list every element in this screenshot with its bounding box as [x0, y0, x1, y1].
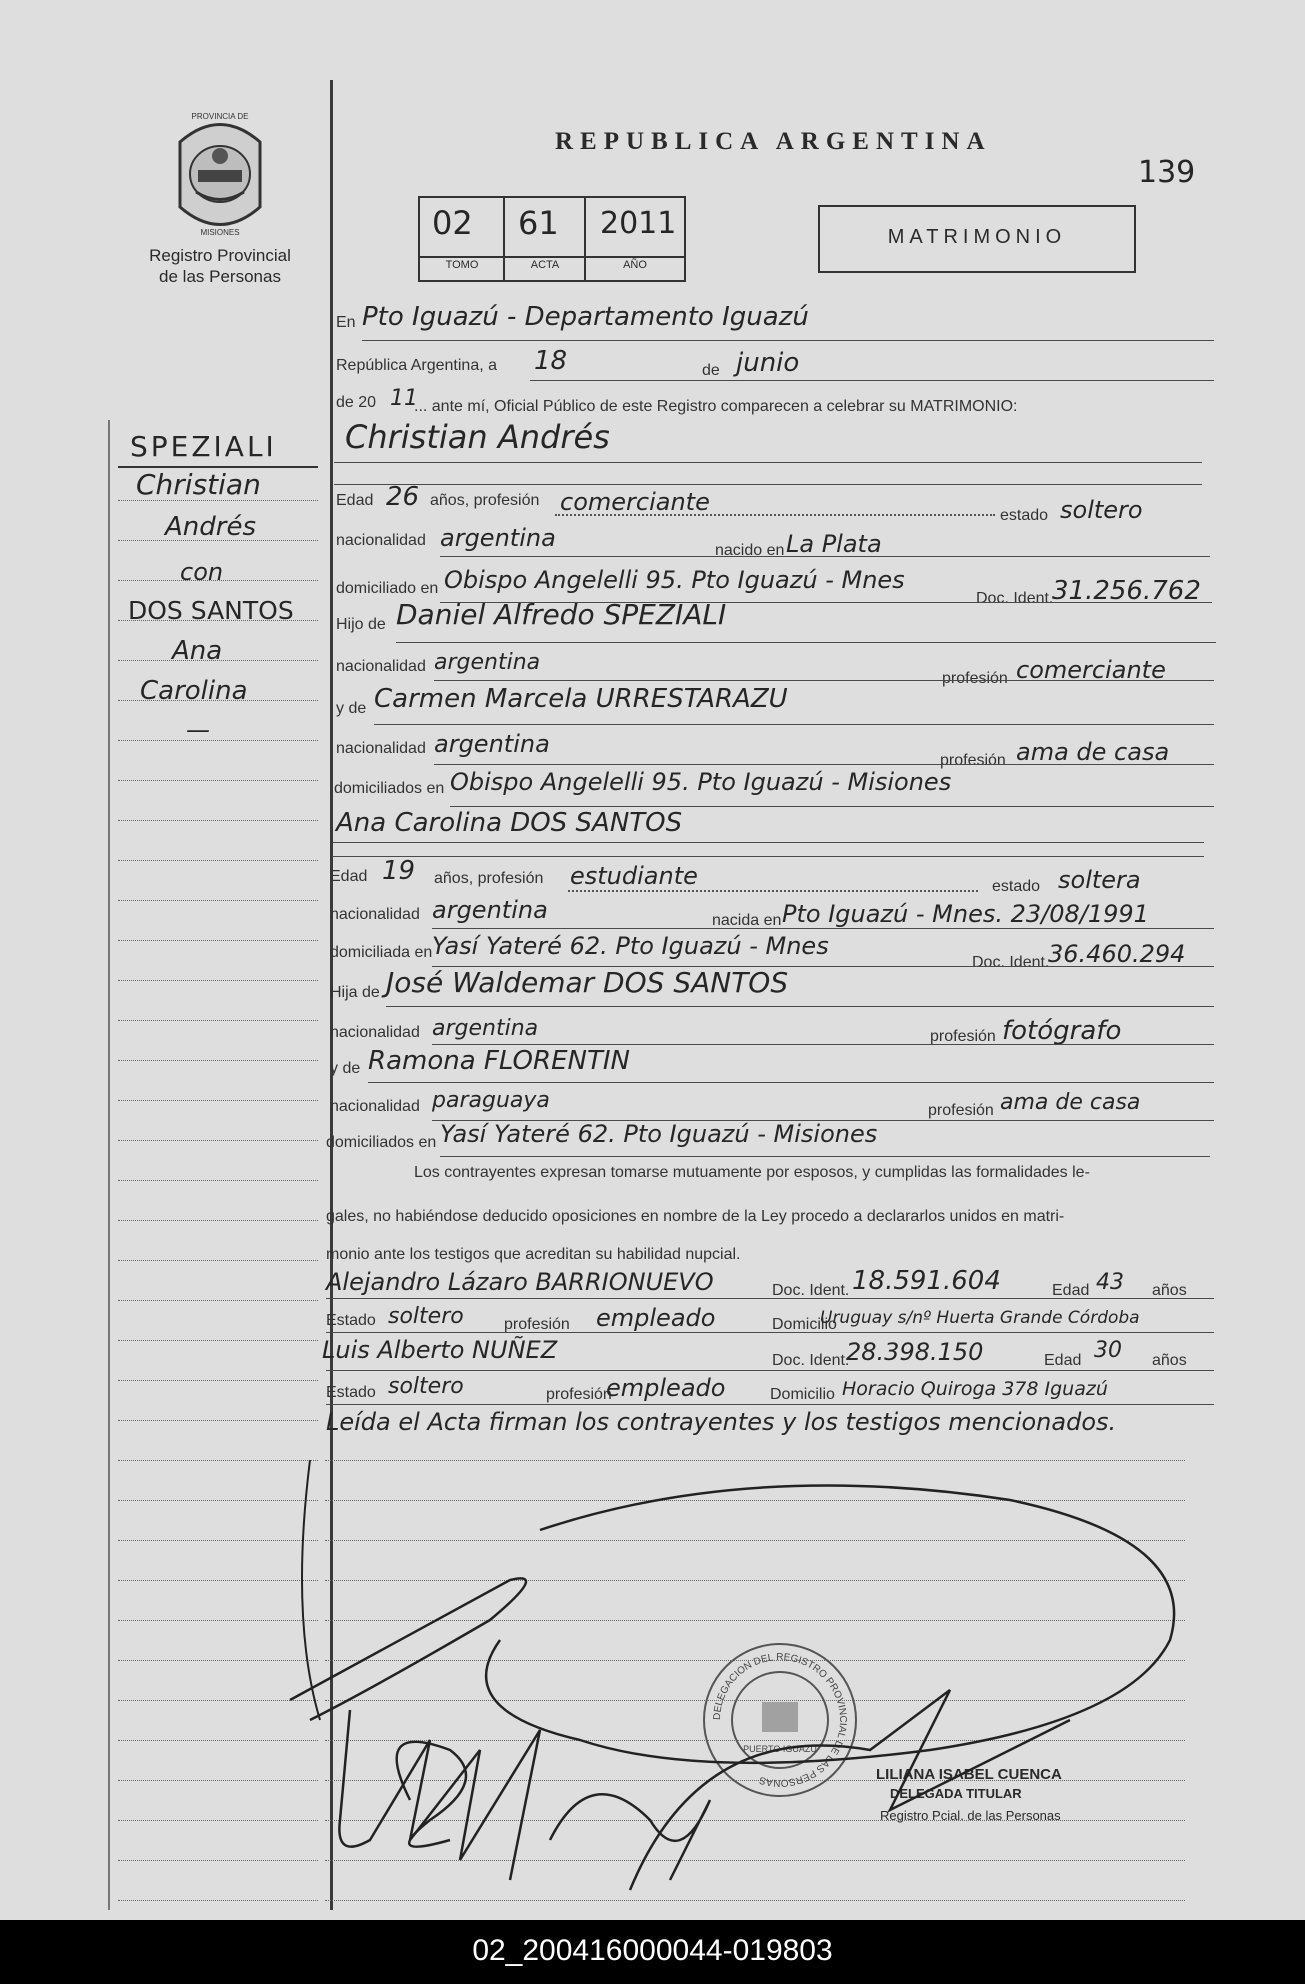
witness2-doc-label: Doc. Ident. — [772, 1352, 850, 1369]
outer-divider — [108, 420, 110, 1910]
official-name: LILIANA ISABEL CUENCA — [876, 1766, 1062, 1783]
groom-father-prof: comerciante — [1016, 656, 1166, 684]
groom-profesion-label: años, profesión — [430, 492, 540, 509]
bride-father-nac: argentina — [432, 1016, 539, 1041]
bride-profesion-label: años, profesión — [434, 870, 544, 887]
legal-text-line1: Los contrayentes expresan tomarse mutuamente por esposos, y cumplidas las formalidades le- — [414, 1164, 1090, 1181]
tomo-value: 02 — [432, 204, 473, 242]
bride-doc: 36.460.294 — [1048, 940, 1186, 968]
witness1-name: Alejandro Lázaro BARRIONUEVO — [326, 1268, 714, 1296]
bride-mother-prof: ama de casa — [1000, 1090, 1141, 1115]
folio-number: 139 — [1138, 155, 1196, 190]
groom-domicilio: Obispo Angelelli 95. Pto Iguazú - Mnes — [444, 566, 905, 594]
official-office: Registro Pcial. de las Personas — [880, 1808, 1061, 1823]
bride-father-prof: fotógrafo — [1002, 1016, 1122, 1046]
bride-hija-label: Hija de — [330, 984, 380, 1001]
country-title: REPUBLICA ARGENTINA — [555, 128, 992, 155]
margin-surname: SPEZIALI — [130, 430, 277, 463]
seal-center-text: PUERTO IGUAZU — [743, 1744, 817, 1754]
acta-value: 61 — [518, 204, 559, 242]
groom-edad: 26 — [386, 482, 420, 512]
witness2-prof: empleado — [606, 1374, 726, 1402]
bride-nac-label: nacionalidad — [330, 906, 420, 923]
emblem-text-top: PROVINCIA DE — [191, 112, 249, 121]
year-prefix-label: de 20 — [336, 394, 377, 411]
tomo-label: TOMO — [445, 259, 479, 271]
bride-mother: Ramona FLORENTIN — [368, 1046, 630, 1076]
bride-estado-label: estado — [992, 878, 1041, 895]
anio-label: AÑO — [623, 259, 647, 271]
witness2-anos-label: años — [1152, 1352, 1187, 1369]
groom-father-nac: argentina — [434, 650, 541, 675]
en-value: Pto Iguazú - Departamento Iguazú — [362, 302, 809, 332]
seal-ring-text: DELEGACION DEL REGISTRO PROVINCIAL DE LAS PERSONAS — [711, 1651, 849, 1789]
province-emblem — [160, 112, 280, 242]
groom-parents-dom: Obispo Angelelli 95. Pto Iguazú - Misiones — [450, 768, 952, 796]
groom-mother-nac: argentina — [434, 730, 550, 758]
footer-bar — [0, 1920, 1305, 1984]
registry-name-line1: Registro Provincial — [149, 246, 291, 265]
groom-mother: Carmen Marcela URRESTARAZU — [374, 684, 788, 714]
witness1-estado: soltero — [388, 1304, 464, 1329]
bride-mother-prof-label: profesión — [928, 1102, 994, 1119]
witness1-edad-label: Edad — [1052, 1282, 1090, 1299]
bride-father-nac-label: nacionalidad — [330, 1024, 420, 1041]
year-suffix-value: 11 — [390, 386, 418, 411]
witness2-name: Luis Alberto NUÑEZ — [322, 1336, 558, 1364]
groom-profesion: comerciante — [560, 488, 710, 516]
witness1-anos-label: años — [1152, 1282, 1187, 1299]
bride-doc-label: Doc. Ident. — [972, 954, 1050, 971]
de-label: de — [702, 362, 720, 379]
republica-label: República Argentina, a — [336, 357, 497, 374]
witness2-prof-label: profesión — [546, 1386, 612, 1403]
margin-given-name-2: Andrés — [165, 512, 256, 542]
bride-nac: argentina — [432, 896, 548, 924]
groom-yde-label: y de — [336, 700, 367, 717]
bride-edad: 19 — [382, 856, 416, 886]
act-type-label: MATRIMONIO — [887, 226, 1067, 248]
groom-edad-label: Edad — [336, 492, 374, 509]
witness2-edad: 30 — [1094, 1338, 1122, 1363]
groom-domicilio-label: domiciliado en — [336, 580, 439, 597]
groom-nac: argentina — [440, 524, 556, 552]
month-value: junio — [736, 348, 800, 378]
groom-doc-label: Doc. Ident. — [976, 590, 1054, 607]
closing-statement: Leída el Acta firman los contrayentes y los testigos mencionados. — [326, 1408, 1117, 1436]
groom-father-prof-label: profesión — [942, 670, 1008, 687]
bride-yde-label: y de — [330, 1060, 361, 1077]
witness2-estado-label: Estado — [326, 1384, 376, 1401]
groom-estado: soltero — [1060, 496, 1143, 524]
groom-father: Daniel Alfredo SPEZIALI — [396, 598, 727, 631]
day-value: 18 — [534, 346, 568, 376]
bride-domicilio-label: domiciliada en — [330, 944, 433, 961]
bride-father: José Waldemar DOS SANTOS — [386, 966, 789, 999]
witness2-doc: 28.398.150 — [846, 1338, 984, 1366]
groom-father-nac-label: nacionalidad — [336, 658, 426, 675]
margin-end-mark: — — [186, 716, 210, 744]
emblem-text-bottom: MISIONES — [200, 228, 240, 237]
margin-connector: con — [180, 558, 224, 586]
bride-name: Ana Carolina DOS SANTOS — [336, 808, 683, 838]
groom-hijo-label: Hijo de — [336, 616, 386, 633]
margin-given-name-1: Christian — [136, 468, 261, 501]
groom-name: Christian Andrés — [345, 418, 610, 456]
signatures — [250, 1420, 1250, 1900]
bride-mother-nac-label: nacionalidad — [330, 1098, 420, 1115]
acta-label: ACTA — [530, 259, 560, 271]
en-label: En — [336, 314, 356, 331]
groom-parents-dom-label: domiciliados en — [334, 780, 445, 797]
anio-value: 2011 — [600, 206, 677, 241]
margin-bride-surname: DOS SANTOS — [128, 596, 294, 625]
witness2-dom: Horacio Quiroga 378 Iguazú — [842, 1378, 1108, 1400]
legal-text-line2: gales, no habiéndose deducido oposiciones en nombre de la Ley procedo a declararlos unidos en matri- — [326, 1208, 1065, 1225]
bride-parents-dom: Yasí Yateré 62. Pto Iguazú - Misiones — [440, 1120, 878, 1148]
groom-mother-nac-label: nacionalidad — [336, 740, 426, 757]
bride-edad-label: Edad — [330, 868, 368, 885]
legal-text-line3: monio ante los testigos que acreditan su habilidad nupcial. — [326, 1246, 741, 1263]
official-title: DELEGADA TITULAR — [890, 1786, 1022, 1801]
groom-nac-label: nacionalidad — [336, 532, 426, 549]
bride-parents-dom-label: domiciliados en — [326, 1134, 437, 1151]
margin-bride-name-2: Carolina — [140, 676, 248, 706]
witness1-estado-label: Estado — [326, 1312, 376, 1329]
bride-profesion: estudiante — [570, 862, 698, 890]
groom-mother-prof: ama de casa — [1016, 738, 1170, 766]
witness1-prof: empleado — [596, 1304, 716, 1332]
witness1-dom: Uruguay s/nº Huerta Grande Córdoba — [820, 1308, 1140, 1328]
groom-nacido-label: nacido en — [715, 542, 785, 559]
groom-doc: 31.256.762 — [1052, 576, 1201, 606]
declaration-text: ... ante mí, Oficial Público de este Registro comparecen a celebrar su MATRIMONIO: — [414, 398, 1018, 415]
groom-estado-label: estado — [1000, 507, 1049, 524]
witness1-prof-label: profesión — [504, 1316, 570, 1333]
groom-mother-prof-label: profesión — [940, 752, 1006, 769]
registry-name-line2: de las Personas — [159, 267, 281, 286]
margin-bride-name-1: Ana — [172, 636, 223, 666]
bride-mother-nac: paraguaya — [432, 1088, 550, 1113]
bride-father-prof-label: profesión — [930, 1028, 996, 1045]
bride-estado: soltera — [1058, 866, 1141, 894]
witness2-edad-label: Edad — [1044, 1352, 1082, 1369]
witness2-dom-label: Domicilio — [770, 1386, 835, 1403]
bride-domicilio: Yasí Yateré 62. Pto Iguazú - Mnes — [432, 932, 829, 960]
bride-nacida: Pto Iguazú - Mnes. 23/08/1991 — [782, 900, 1149, 928]
witness1-doc: 18.591.604 — [852, 1266, 1001, 1296]
witness1-doc-label: Doc. Ident. — [772, 1282, 850, 1299]
bride-nacida-label: nacida en — [712, 912, 782, 929]
groom-nacido: La Plata — [786, 530, 882, 558]
witness2-estado: soltero — [388, 1374, 464, 1399]
footer-document-id: 02_200416000044-019803 — [472, 1934, 833, 1967]
witness1-edad: 43 — [1096, 1270, 1124, 1295]
witness1-dom-label: Domicilio — [772, 1316, 837, 1333]
